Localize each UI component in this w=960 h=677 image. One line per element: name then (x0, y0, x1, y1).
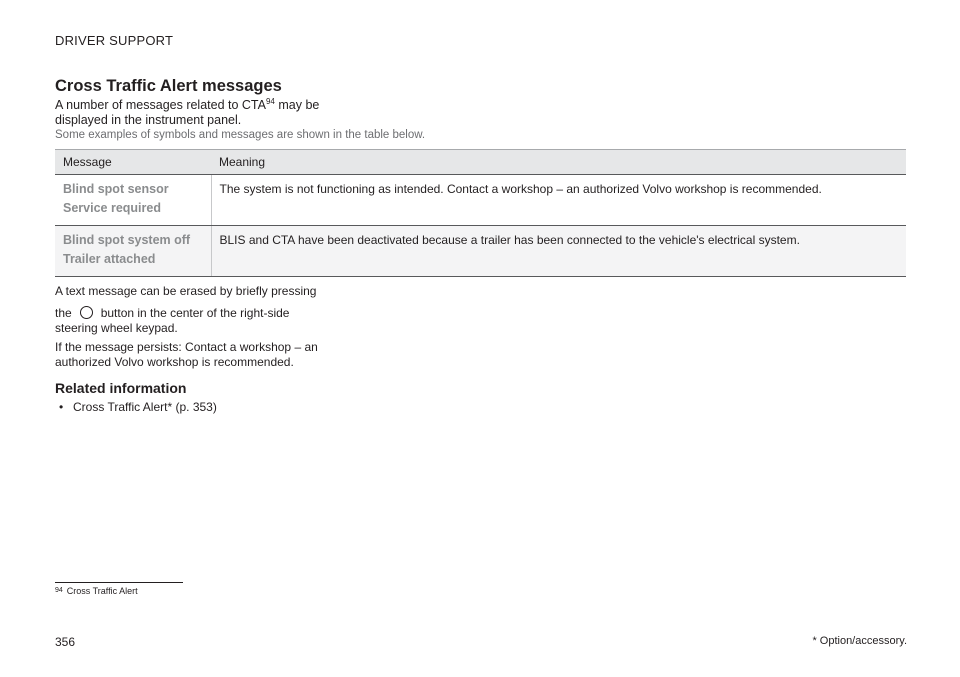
erase-instruction-line2 (55, 306, 335, 336)
meaning-cell (211, 175, 906, 226)
persist-instruction: If the message persists: Contact a workshop – an authorized Volvo workshop is recommended. (55, 340, 318, 369)
messages-table (55, 149, 906, 277)
circle-button-icon (80, 306, 93, 319)
table-row (55, 175, 906, 226)
intro-text-before: A number of messages related to CTA (55, 98, 266, 112)
page-number: 356 (55, 635, 76, 649)
footnote-number: 94 (55, 587, 63, 594)
section-header: DRIVER SUPPORT (55, 33, 174, 48)
related-link-label[interactable]: Cross Traffic Alert* (p. 353) (73, 400, 217, 414)
footnote-divider (55, 582, 183, 583)
erase-instruction-rest: button in the center of the right-side steering wheel keypad. (55, 306, 290, 335)
header-meaning: Meaning (211, 150, 906, 175)
meaning-cell (211, 226, 906, 277)
message-cell (55, 226, 211, 277)
table-note: Some examples of symbols and messages are shown in the table below. (55, 129, 426, 141)
option-accessory-note: * Option/accessory. (812, 635, 907, 647)
footnote-ref[interactable]: 94 (265, 97, 275, 106)
display-message-line1: Blind spot sensor (63, 182, 169, 196)
display-message-line2: Trailer attached (63, 252, 156, 266)
page-title: Cross Traffic Alert messages (55, 77, 282, 95)
message-cell (55, 175, 211, 226)
related-heading: Related information (55, 380, 187, 396)
footnote (55, 586, 138, 596)
bullet-icon: • (59, 400, 64, 414)
display-message-line1: Blind spot system off (63, 233, 191, 247)
header-message: Message (55, 150, 211, 175)
intro-text (55, 98, 355, 128)
erase-instruction-the: the (55, 306, 72, 320)
meaning-text: BLIS and CTA have been deactivated because a trailer has been connected to the vehicle's electrical system. (219, 233, 800, 247)
intro-text-after: may be displayed in the instrument panel. (55, 98, 320, 127)
meaning-text: The system is not functioning as intended. Contact a workshop – an authorized Volvo workshop is recommended. (219, 182, 822, 196)
related-link-cross-traffic-alert[interactable] (59, 400, 217, 414)
table-row (55, 226, 906, 277)
table-header-row (55, 150, 906, 175)
display-message-line2: Service required (63, 201, 161, 215)
erase-instruction-line1: A text message can be erased by briefly pressing (55, 284, 317, 298)
erase-instruction (55, 284, 335, 336)
footnote-text: Cross Traffic Alert (66, 586, 138, 596)
